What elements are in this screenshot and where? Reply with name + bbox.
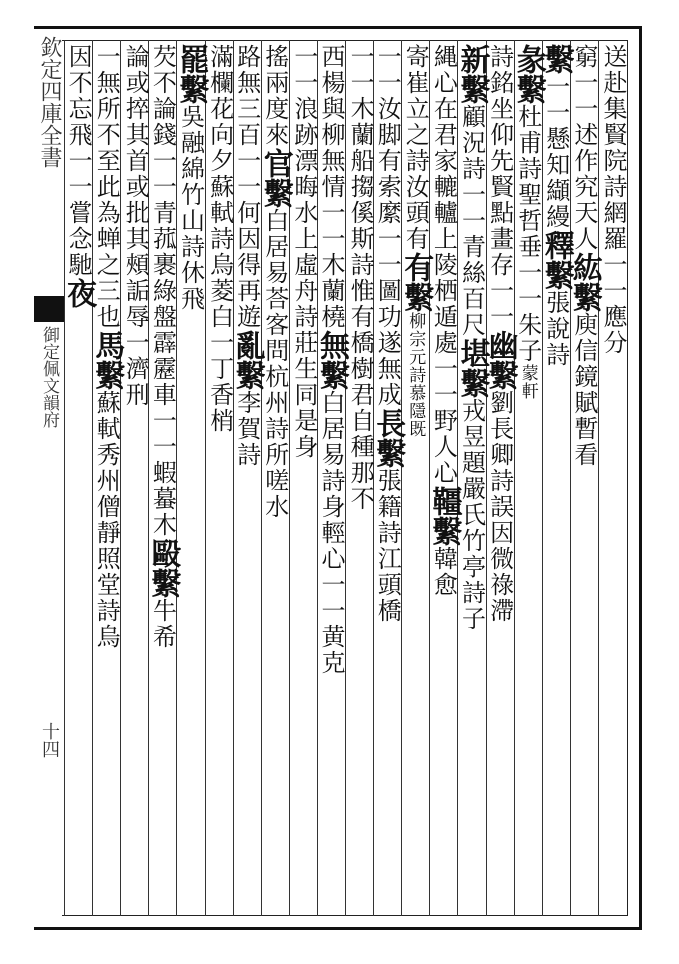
headword: 彖繫 [510, 44, 546, 104]
text-run: 縄心在君家轆轤上 [429, 44, 458, 252]
margin-page-number: 十四 [39, 722, 60, 758]
text-run: 杜甫詩聖哲垂一一朱子 [513, 104, 542, 364]
headword: 馬繫 [89, 330, 125, 390]
text-run: 西楊與柳無情一一木蘭橈 [316, 44, 345, 330]
text-run: 張籍詩江頭橋 [373, 468, 402, 624]
text-run: 蘇軾秀州僧靜照堂詩烏 [92, 390, 121, 650]
headword: 毆繫 [145, 538, 181, 598]
text-column [426, 44, 462, 914]
margin-book-title: 欽定四庫全書 [37, 36, 62, 168]
headword: 無繫 [313, 330, 349, 390]
text-column [229, 44, 265, 914]
text-run: 韓愈 [429, 546, 458, 598]
text-run: 庾信鏡賦暫看 [569, 312, 598, 468]
text-run: 劉長卿詩誤因微祿滯 [485, 390, 514, 624]
text-column [599, 44, 626, 914]
headword: 有繫 [398, 252, 434, 312]
headword: 釋繫 [538, 230, 574, 290]
text-column [206, 44, 233, 914]
text-run: 陵栖遁處一一野人心 [429, 252, 458, 486]
headword: 堪繫 [454, 338, 490, 398]
text-column [510, 44, 546, 914]
text-column [566, 44, 602, 914]
text-run: 芡不論錢一一青菰裹綠盤 [148, 44, 177, 330]
text-run: 一一汝脚有索縻一一圖功遂無成 [373, 44, 402, 408]
text-run: 論或捽其首或批其頰詬辱一 [121, 44, 150, 356]
text-run: 一無所不至此為蝉之三也 [92, 44, 121, 330]
source-note: 柳宗元詩慕隱既 [405, 312, 426, 438]
text-run: 送赴集賢院詩網羅 [598, 44, 627, 252]
headword: 韁繫 [426, 486, 462, 546]
text-run: 晦水上虛舟詩莊生同是身 [289, 174, 318, 460]
text-column [290, 44, 317, 914]
text-column [61, 44, 97, 914]
text-run: 一丁香梢 [205, 330, 234, 434]
margin-volume-title: 御定佩文韻府 [39, 326, 59, 428]
text-column [538, 44, 574, 914]
text-run: 樹君自種那不 [346, 356, 375, 512]
text-column [145, 44, 181, 914]
headword: 紘繫 [566, 252, 602, 312]
headword: 官繫 [257, 148, 293, 208]
headword: 罷繫 [173, 44, 209, 104]
text-run: 一一應分 [598, 252, 627, 356]
headword: 新繫 [454, 44, 490, 104]
text-run: 白居易詩身輕心一一黄克 [316, 390, 345, 676]
text-run: 霹靂車一一蝦蟇木 [148, 330, 177, 538]
text-run: 戎昱題嚴氏竹亭詩子 [457, 398, 486, 632]
fish-tail-marker [34, 296, 64, 322]
headword: 亂繫 [229, 330, 265, 390]
text-column [370, 44, 406, 914]
text-column [173, 44, 209, 914]
text-run: 詩銘坐仰先賢點畫存一一 [485, 44, 514, 330]
text-run: 李賀詩 [232, 390, 261, 468]
text-run: 搖兩度來 [260, 44, 289, 148]
text-column [482, 44, 518, 914]
text-column [313, 44, 349, 914]
text-column [89, 44, 125, 914]
text-column [346, 44, 373, 914]
text-run: 滿欄花向夕蘇軾詩烏菱白 [205, 44, 234, 330]
text-run: 吳融綿竹山詩休飛 [176, 104, 205, 312]
text-run: 顧況詩一一青絲百尺 [457, 104, 486, 338]
text-run: 寄崔立之詩汝頭有 [401, 44, 430, 252]
text-run: 一一懸知纈縵 [541, 74, 570, 230]
headword: 幽繫 [482, 330, 518, 390]
text-run: 張說詩 [541, 290, 570, 368]
text-column [121, 44, 148, 914]
text-run: 牛希 [148, 598, 177, 650]
headword: 繫 [538, 44, 574, 74]
headword: 長繫 [370, 408, 406, 468]
text-column [398, 44, 434, 914]
text-run: 白居易荅客問杭州詩所嗟水 [260, 208, 289, 520]
source-note: 蒙軒 [517, 364, 538, 400]
text-run: 因不忘飛一一嘗念馳 [64, 44, 93, 278]
text-run: 一一木蘭船搊傒斯詩惟有橋 [346, 44, 375, 356]
text-column [257, 44, 293, 914]
text-run: 路無三百一一何因得再遊 [232, 44, 261, 330]
text-run: 一一浪跡漂 [289, 44, 318, 174]
text-column [454, 44, 490, 914]
headword: 夜 [61, 278, 97, 308]
text-run: 濟刑 [121, 356, 150, 408]
text-run: 窮一一述作究天人 [569, 44, 598, 252]
